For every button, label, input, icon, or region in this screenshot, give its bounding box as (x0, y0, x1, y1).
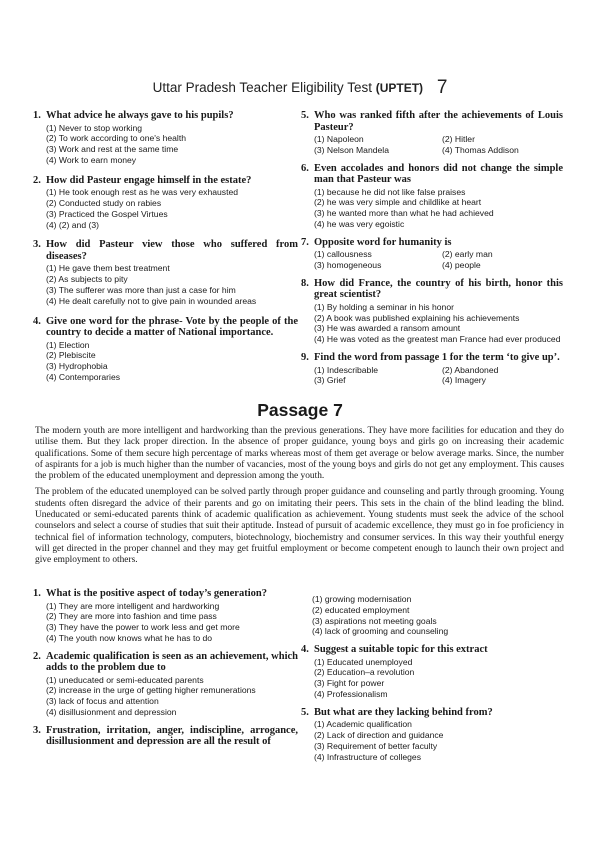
question-number: 6. (301, 162, 309, 174)
exam-abbreviation: (UPTET) (375, 81, 424, 95)
question-text: Who was ranked fifth after the achievements of Louis Pasteur? (314, 110, 563, 133)
option: (2) early man (442, 249, 493, 260)
option: (3) Hydrophobia (46, 361, 108, 372)
option: (3) lack of focus and attention (46, 696, 159, 707)
question-number: 9. (301, 352, 309, 364)
question-text: How did France, the country of his birth, honor this great scientist? (314, 277, 563, 301)
question-block (30, 588, 298, 644)
page-number: 7 (436, 77, 448, 98)
question-number: 8. (301, 277, 309, 289)
question-text: Find the word from passage 1 for the term ‘to give up’. (314, 352, 560, 364)
option: (4) Thomas Addison (442, 144, 519, 155)
question-text: Give one word for the phrase- Vote by the people of the country to decide a matter of National importance. (46, 315, 298, 339)
question-number: 5. (301, 706, 309, 718)
question-number: 3. (33, 239, 41, 251)
bottom-right-question-column (301, 594, 562, 770)
option: (3) The sufferer was more than just a case for him (46, 284, 236, 295)
bottom-left-question-column (30, 588, 298, 755)
option: (2) Conducted study on rabies (46, 197, 162, 208)
option: (2) Lack of direction and guidance (314, 730, 444, 741)
question-text: What is the positive aspect of today’s generation? (46, 588, 267, 599)
question-number: 3. (33, 724, 41, 736)
option: (4) He dealt carefully not to give pain in wounded areas (46, 295, 257, 306)
option: (1) Never to stop working (46, 122, 142, 133)
option: (2) To work according to one's health (46, 133, 187, 144)
question-number: 2. (33, 174, 41, 186)
question-block (298, 110, 563, 156)
question-block (298, 707, 562, 763)
option: (1) By holding a seminar in his honor (314, 301, 454, 312)
option: (4) He was voted as the greatest man France had ever produced (314, 334, 561, 345)
question-text: But what are they lacking behind from? (314, 706, 493, 718)
option: (3) Work and rest at the same time (46, 144, 179, 155)
question-number: 1. (33, 110, 41, 121)
left-question-column (30, 110, 298, 390)
passage-paragraph: The problem of the educated unemployed can be solved partly through proper guidance and counseling and partly through grooming. Young students often disregard the advice of their parents and go on imitating their peers. This sets in the chain of the blind leading the blind. Uneducated or semi-educated parents think of academic qualification as achievement. Young students must seek the advice of the school counselors and select a course of studies that suit their aptitude. Instead of pursuit of academic excellence, they must go in foe proficiency in technical fiel of information technology, computers, biotechnology, biochemistry and consumer services. In this way their youthful energy will get directed in the proper channel and they may get fruitful employment or become competent enough to launch their own project and give employment to others. (35, 487, 564, 566)
question-block (30, 175, 298, 231)
option: (2) A book was published explaining his achievements (314, 312, 520, 323)
question-number: 4. (301, 644, 309, 656)
question-block (30, 651, 298, 718)
option: (3) Grief (314, 375, 346, 386)
question-number: 7. (301, 236, 309, 248)
option: (4) people (442, 260, 481, 271)
option: (3) aspirations not meeting goals (312, 615, 437, 626)
option: (2) educated employment (312, 604, 410, 615)
right-question-column (298, 110, 563, 393)
option: (1) Election (46, 339, 90, 350)
question-text: How did Pasteur view those who suffered from diseases? (46, 239, 298, 262)
page-header (0, 77, 600, 99)
option: (3) They have the power to work less and get more (46, 622, 240, 633)
option: (1) uneducated or semi-educated parents (46, 674, 204, 685)
option: (2) he was very simple and childlike at heart (314, 197, 482, 208)
option: (3) Practiced the Gospel Virtues (46, 208, 168, 219)
question-text: Opposite word for humanity is (314, 236, 452, 248)
option: (3) Fight for power (314, 678, 385, 689)
question-number: 1. (33, 588, 41, 599)
question-text: Suggest a suitable topic for this extract (314, 644, 488, 656)
option: (1) growing modernisation (312, 594, 412, 604)
option-grid (314, 365, 563, 387)
option: (3) he wanted more than what he had achieved (314, 208, 494, 219)
exam-title: Uttar Pradesh Teacher Eligibility Test (152, 80, 372, 95)
option: (4) lack of grooming and counseling (312, 626, 449, 637)
option: (3) Nelson Mandela (314, 144, 389, 155)
option: (4) Professionalism (314, 689, 388, 700)
option: (2) Education–a revolution (314, 667, 415, 678)
option: (4) Infrastructure of colleges (314, 751, 421, 762)
option: (1) He gave them best treatment (46, 263, 170, 274)
option: (2) They are more into fashion and time pass (46, 611, 217, 622)
option: (3) homogeneous (314, 260, 382, 271)
question-block (298, 352, 563, 386)
question-text: How did Pasteur engage himself in the estate? (46, 174, 252, 186)
question-block (298, 644, 562, 700)
option: (4) he was very egoistic (314, 218, 405, 229)
option: (2) As subjects to pity (46, 274, 128, 285)
option: (1) Napoleon (314, 134, 364, 144)
continued-options (312, 594, 562, 637)
option: (2) Hitler (442, 134, 475, 144)
option: (3) Requirement of better faculty (314, 740, 438, 751)
question-number: 2. (33, 650, 41, 662)
option: (2) Abandoned (442, 364, 499, 375)
option: (3) He was awarded a ransom amount (314, 323, 461, 334)
option: (1) because he did not like false praises (314, 186, 466, 197)
option: (1) callousness (314, 249, 372, 260)
option: (1) They are more intelligent and hardworking (46, 600, 220, 611)
option: (4) Work to earn money (46, 154, 137, 165)
question-block (298, 163, 563, 230)
question-text: Frustration, irritation, anger, indiscipline, arrogance, disillusionment and depression are all the result of (46, 724, 298, 748)
option: (4) Imagery (442, 375, 486, 386)
question-block (30, 316, 298, 383)
question-block (298, 278, 563, 345)
question-block (30, 110, 298, 166)
option: (2) Plebiscite (46, 350, 96, 361)
option: (4) (2) and (3) (46, 219, 100, 230)
option: (2) increase in the urge of getting higher remunerations (46, 685, 256, 696)
question-number: 4. (33, 315, 41, 327)
option-grid (314, 134, 563, 156)
question-block (30, 725, 298, 748)
question-number: 5. (301, 110, 309, 121)
passage-body (35, 426, 564, 572)
option: (1) Educated unemployed (314, 656, 413, 667)
question-block (298, 237, 563, 271)
option: (4) The youth now knows what he has to do (46, 632, 213, 643)
option: (4) Contemporaries (46, 371, 121, 382)
passage-title: Passage 7 (257, 400, 343, 420)
option: (1) Academic qualification (314, 719, 412, 730)
question-block (30, 239, 298, 306)
option: (1) He took enough rest as he was very exhausted (46, 187, 239, 198)
passage-paragraph: The modern youth are more intelligent and hardworking than the previous generations. They have more facilities for education and they do utilise them. But they lack proper direction. In the absence of proper guidance, young boys and girls go on increasing their academic qualifications. Some of them secure high percentage of marks whereas most of them get average or below average marks. Since, the number of aspirants for a job is much higher than the number of vacancies, most of the young boys and girls do not get any employment. This causes the problem of the educated unemployment and depression among the youth. (35, 426, 564, 482)
question-text: Even accolades and honors did not change the simple man that Pasteur was (314, 162, 563, 186)
option: (4) disillusionment and depression (46, 707, 177, 718)
option-grid (314, 249, 563, 271)
option: (1) Indescribable (314, 364, 379, 375)
question-text: What advice he always gave to his pupils? (46, 110, 234, 121)
question-text: Academic qualification is seen as an achievement, which adds to the problem due to (46, 650, 298, 674)
